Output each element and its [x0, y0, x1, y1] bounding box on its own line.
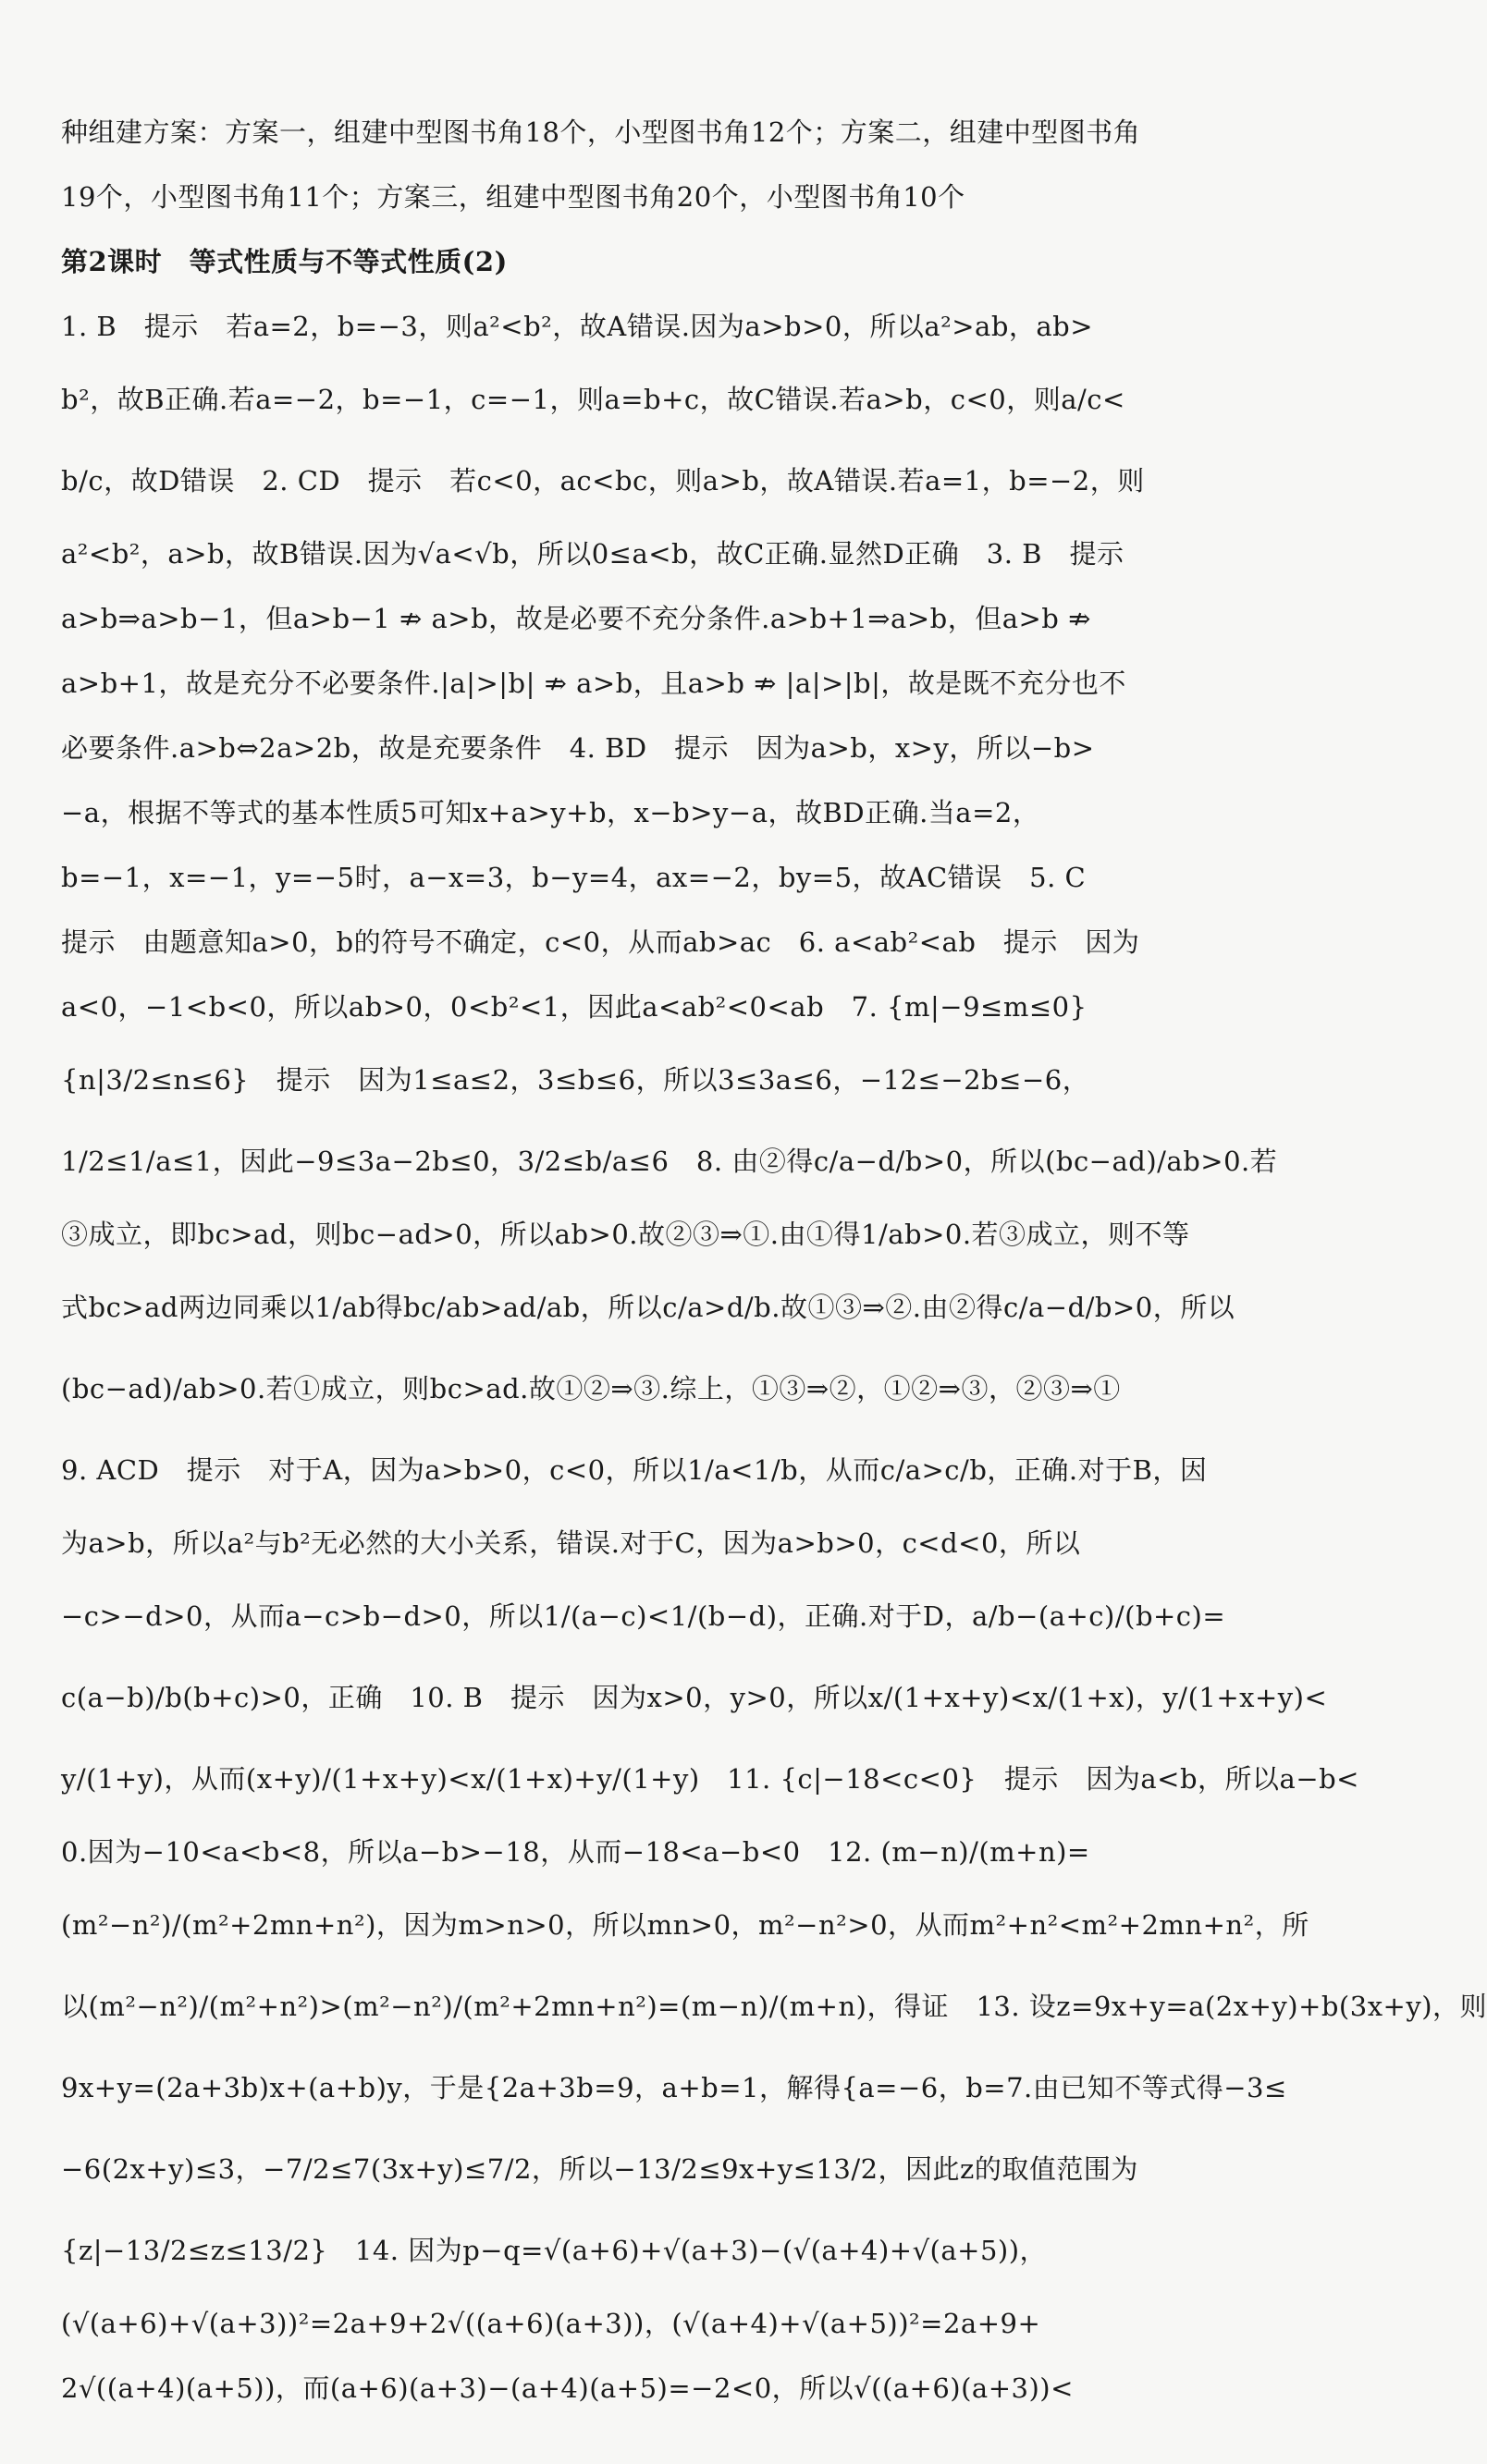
text-line: 式bc>ad两边同乘以1/ab得bc/ab>ad/ab，所以c/a>d/b.故①③⇒②.由②得c/a−d/b>0，所以 [61, 1292, 1235, 1323]
text-line: 为a>b，所以a²与b²无必然的大小关系，错误.对于C，因为a>b>0，c<d<0，所以 [61, 1527, 1081, 1559]
text-line: {z|−13/2≤z≤13/2} 14. 因为p−q=√(a+6)+√(a+3)−(√(a+4)+√(a+5))， [61, 2235, 1048, 2266]
text-line: 9. ACD 提示 对于A，因为a>b>0，c<0，所以1/a<1/b，从而c/a>c/b，正确.对于B，因 [61, 1454, 1208, 1486]
text-line: c(a−b)/b(b+c)>0，正确 10. B 提示 因为x>0，y>0，所以x/(1+x+y)<x/(1+x)，y/(1+x+y)< [61, 1682, 1328, 1713]
text-line: {n|3/2≤n≤6} 提示 因为1≤a≤2，3≤b≤6，所以3≤3a≤6，−12≤−2b≤−6， [61, 1064, 1090, 1096]
text-line: (√(a+6)+√(a+3))²=2a+9+2√((a+6)(a+3))，(√(a+4)+√(a+5))²=2a+9+ [61, 2308, 1041, 2339]
text-line: a>b⇒a>b−1，但a>b−1 ⇏ a>b，故是必要不充分条件.a>b+1⇒a>b，但a>b ⇏ [61, 603, 1091, 634]
text-line: a>b+1，故是充分不必要条件.|a|>|b| ⇏ a>b，且a>b ⇏ |a|>|b|，故是既不充分也不 [61, 668, 1126, 699]
text-line: 以(m²−n²)/(m²+n²)>(m²−n²)/(m²+2mn+n²)=(m−n)/(m+n)，得证 13. 设z=9x+y=a(2x+y)+b(3x+y)，则 [61, 1991, 1487, 2022]
text-line: (m²−n²)/(m²+2mn+n²)，因为m>n>0，所以mn>0，m²−n²>0，从而m²+n²<m²+2mn+n²，所 [61, 1909, 1309, 1941]
page-bottom-margin [0, 2427, 1150, 2464]
text-line: b/c，故D错误 2. CD 提示 若c<0，ac<bc，则a>b，故A错误.若a=1，b=−2，则 [61, 465, 1145, 496]
text-line: 1. B 提示 若a=2，b=−3，则a²<b²，故A错误.因为a>b>0，所以a²>ab，ab> [61, 311, 1094, 342]
text-line: −c>−d>0，从而a−c>b−d>0，所以1/(a−c)<1/(b−d)，正确.对于D，a/b−(a+c)/(b+c)= [61, 1600, 1226, 1632]
text-line: 种组建方案：方案一，组建中型图书角18个，小型图书角12个；方案二，组建中型图书角 [61, 116, 1141, 148]
text-line: a<0，−1<b<0，所以ab>0，0<b²<1，因此a<ab²<0<ab 7. {m|−9≤m≤0} [61, 991, 1088, 1023]
text-line: b²，故B正确.若a=−2，b=−1，c=−1，则a=b+c，故C错误.若a>b，c<0，则a/c< [61, 384, 1125, 415]
text-line: ③成立，即bc>ad，则bc−ad>0，所以ab>0.故②③⇒①.由①得1/ab>0.若③成立，则不等 [61, 1219, 1190, 1250]
text-line: 必要条件.a>b⇔2a>2b，故是充要条件 4. BD 提示 因为a>b，x>y，所以−b> [61, 732, 1095, 764]
text-line: −6(2x+y)≤3，−7/2≤7(3x+y)≤7/2，所以−13/2≤9x+y≤13/2，因此z的取值范围为 [61, 2153, 1138, 2185]
text-line: (bc−ad)/ab>0.若①成立，则bc>ad.故①②⇒③.综上，①③⇒②，①②⇒③，②③⇒① [61, 1373, 1121, 1404]
text-line: y/(1+y)，从而(x+y)/(1+x+y)<x/(1+x)+y/(1+y) 11. {c|−18<c<0} 提示 因为a<b，所以a−b< [61, 1763, 1359, 1795]
text-line: 9x+y=(2a+3b)x+(a+b)y，于是{2a+3b=9，a+b=1，解得{a=−6，b=7.由已知不等式得−3≤ [61, 2072, 1287, 2103]
section-heading: 第2课时 等式性质与不等式性质(2) [61, 246, 508, 277]
text-line: 1/2≤1/a≤1，因此−9≤3a−2b≤0，3/2≤b/a≤6 8. 由②得c/a−d/b>0，所以(bc−ad)/ab>0.若 [61, 1146, 1278, 1177]
text-line: 0.因为−10<a<b<8，所以a−b>−18，从而−18<a−b<0 12. (m−n)/(m+n)= [61, 1836, 1090, 1868]
text-line: 提示 由题意知a>0，b的符号不确定，c<0，从而ab>ac 6. a<ab²<ab 提示 因为 [61, 926, 1140, 958]
text-line: −a，根据不等式的基本性质5可知x+a>y+b，x−b>y−a，故BD正确.当a=2， [61, 797, 1040, 828]
text-line: a²<b²，a>b，故B错误.因为√a<√b，所以0≤a<b，故C正确.显然D正确 3. B 提示 [61, 538, 1124, 570]
text-line: 19个，小型图书角11个；方案三，组建中型图书角20个，小型图书角10个 [61, 181, 965, 213]
text-line: 2√((a+4)(a+5))，而(a+6)(a+3)−(a+4)(a+5)=−2<0，所以√((a+6)(a+3))< [61, 2372, 1074, 2404]
text-line: b=−1，x=−1，y=−5时，a−x=3，b−y=4，ax=−2，by=5，故AC错误 5. C [61, 862, 1087, 893]
